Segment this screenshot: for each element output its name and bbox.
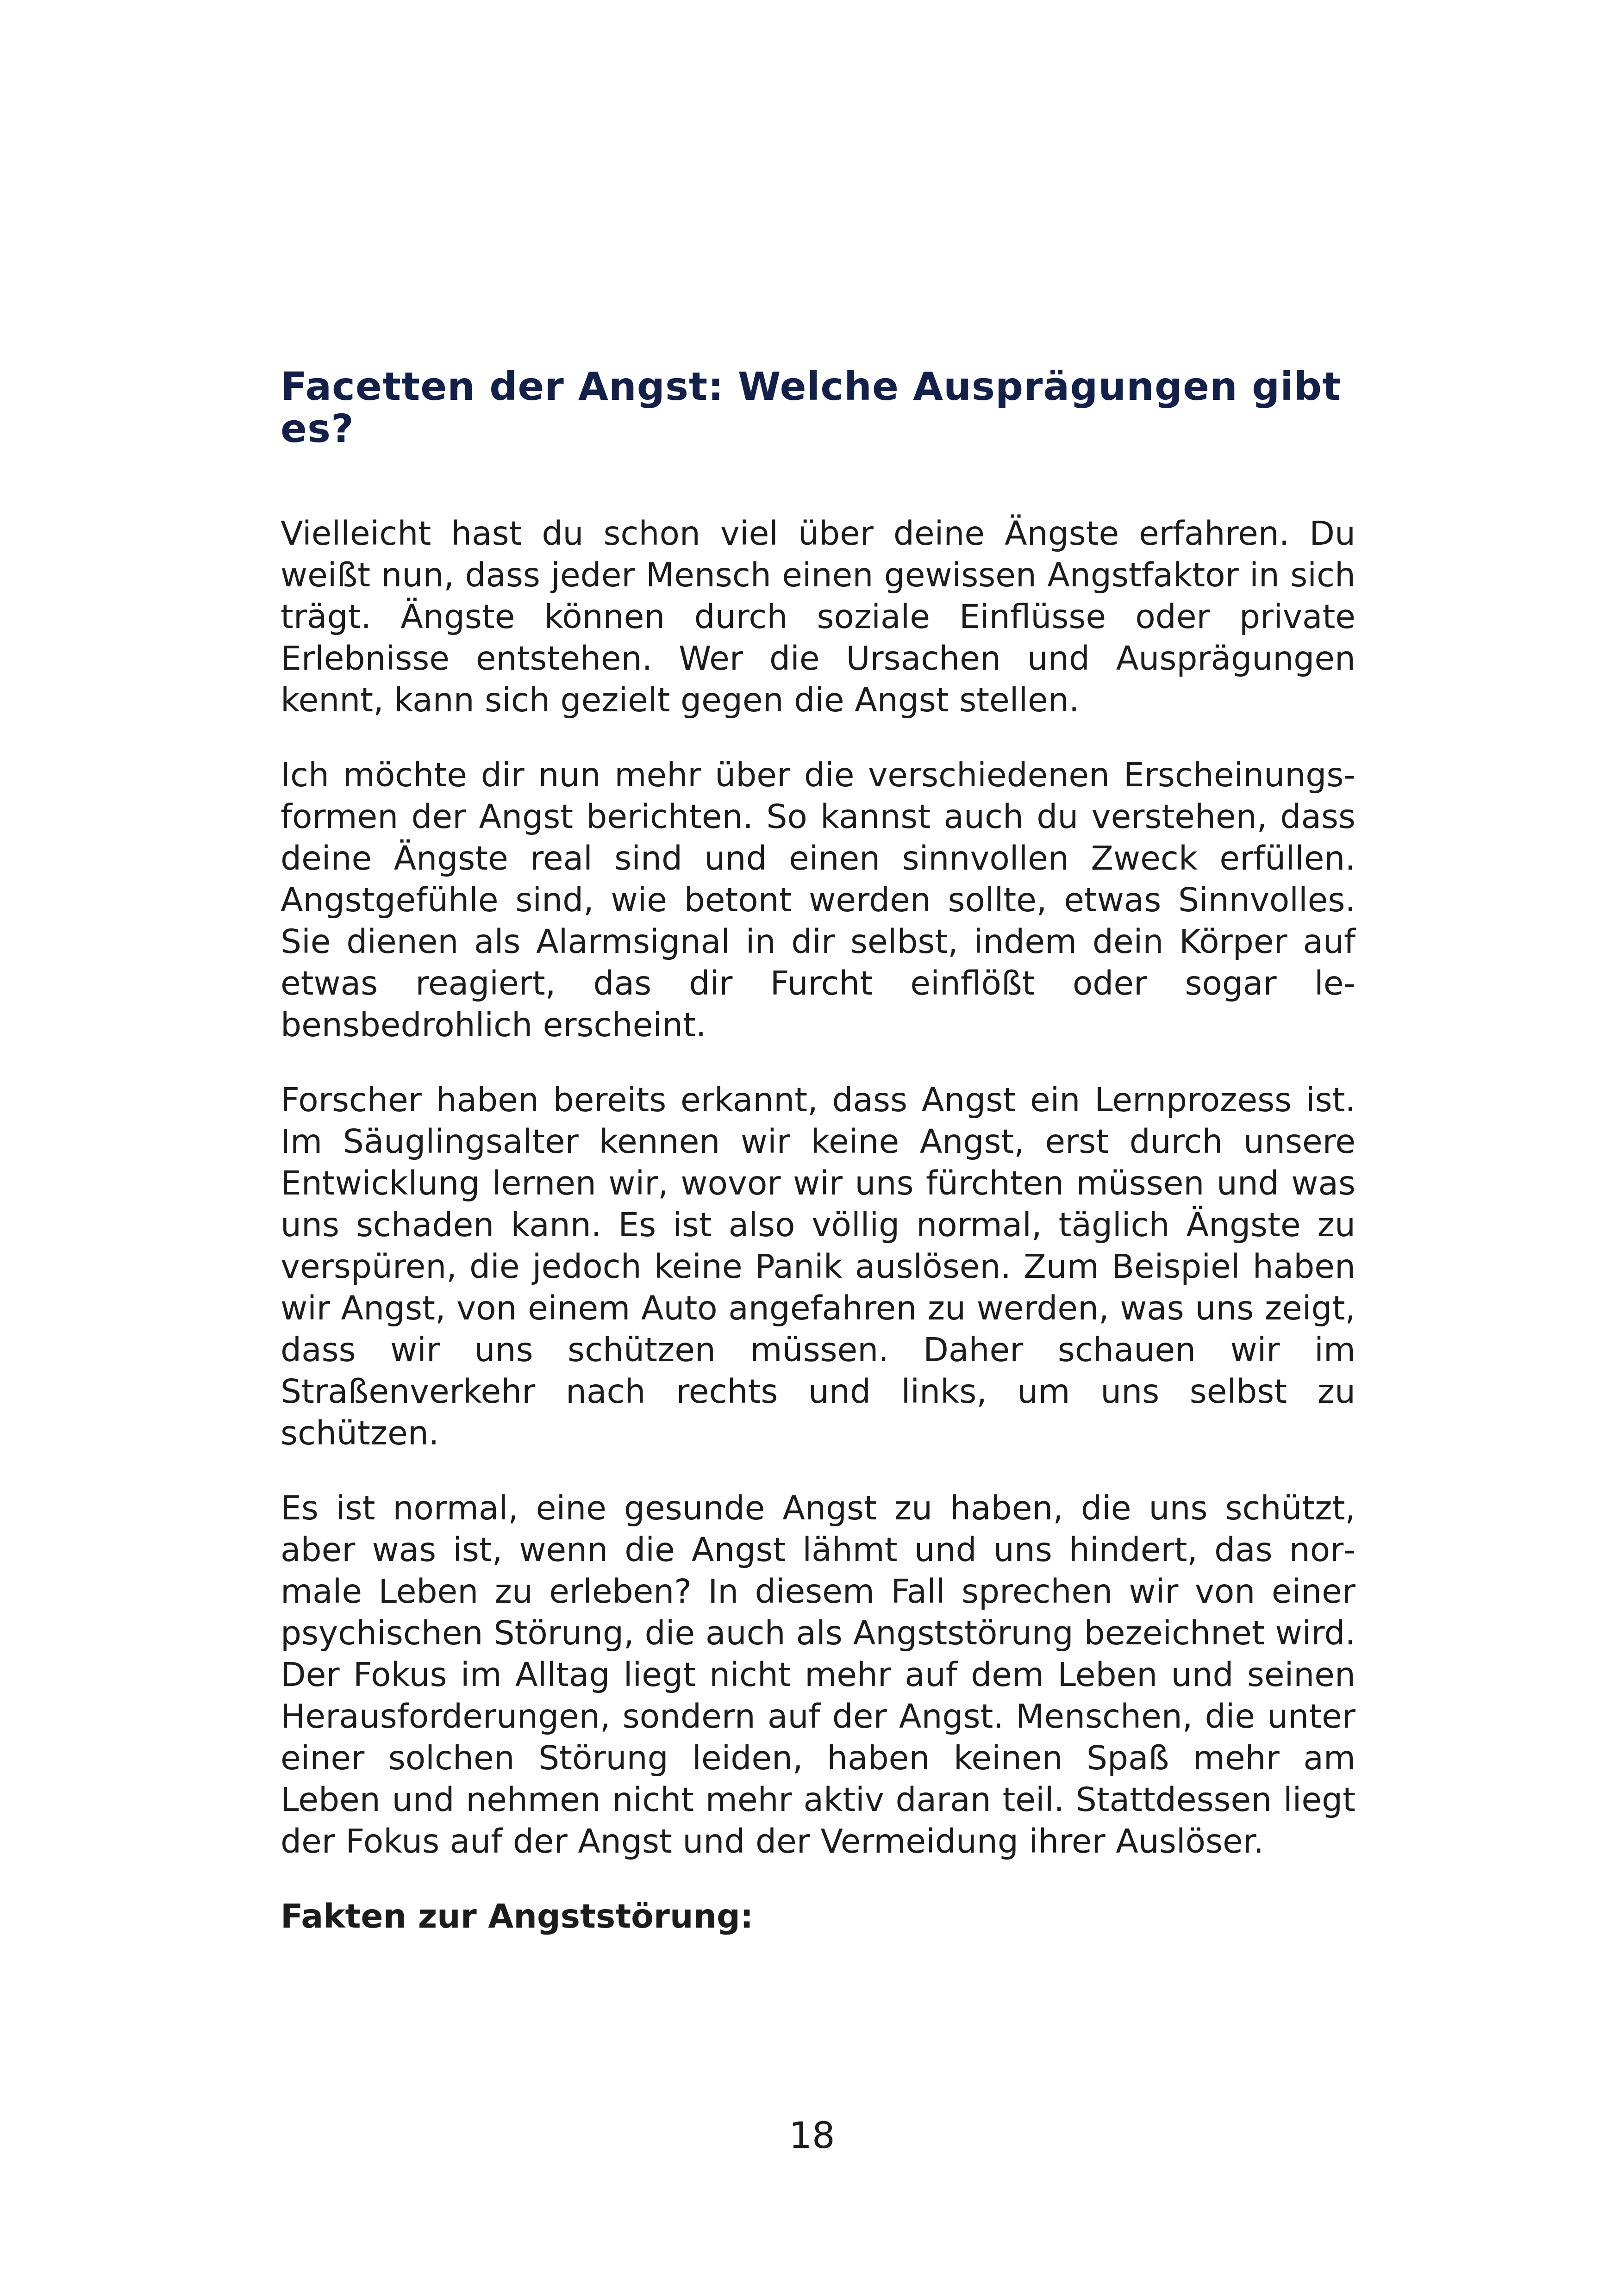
body-text [281, 513, 1355, 1971]
paragraph-2: Ich möchte dir nun mehr über die verschiedenen Erscheinungsformen der Angst berichten. So kannst auch du verstehen, dass deine Ängste real sind und einen sinnvollen Zweck erfüllen. Angstgefühle sind, wie betont werden sollte, etwas Sinnvolles. Sie dienen als Alarmsignal in dir selbst, indem dein Körper auf etwas reagiert, das dir Furcht einflößt oder sogar lebensbedrohlich erscheint. [281, 756, 1355, 1044]
subheading: Fakten zur Angststörung: [281, 1897, 754, 1935]
paragraph-4: Es ist normal, eine gesunde Angst zu haben, die uns schützt, aber was ist, wenn die Angst lähmt und uns hindert, das normale Leben zu erleben? In diesem Fall sprechen wir von einer psychischen Störung, die auch als Angststörung bezeichnet wird. Der Fokus im Alltag liegt nicht mehr auf dem Leben und seinen Herausforderungen, sondern auf der Angst. Menschen, die unter einer solchen Störung leiden, haben keinen Spaß mehr am Leben und nehmen nicht mehr aktiv daran teil. Stattdessen liegt der Fokus auf der Angst und der Vermeidung ihrer Auslöser. [281, 1489, 1355, 1860]
section-heading: Facetten der Angst: Welche Ausprägungen gibt es? [281, 364, 1342, 451]
paragraph-3: Forscher haben bereits erkannt, dass Angst ein Lernprozess ist. Im Säuglingsalter kennen wir keine Angst, erst durch unsere Entwicklung lernen wir, wovor wir uns fürchten müssen und was uns schaden kann. Es ist also völlig normal, täglich Ängste zu verspüren, die jedoch keine Panik auslösen. Zum Beispiel haben wir Angst, von einem Auto angefahren zu werden, was uns zeigt, dass wir uns schützen müssen. Daher schauen wir im Straßenverkehr nach rechts und links, um uns selbst zu schützen. [281, 1081, 1355, 1452]
paragraph-1: Vielleicht hast du schon viel über deine Ängste erfahren. Du weißt nun, dass jeder Mensch einen gewissen Angstfaktor in sich trägt. Ängste können durch soziale Einflüsse oder private Erlebnisse entstehen. Wer die Ursachen und Ausprägungen kennt, kann sich gezielt gegen die Angst stellen. [281, 514, 1355, 719]
page-number: 18 [789, 2115, 835, 2157]
